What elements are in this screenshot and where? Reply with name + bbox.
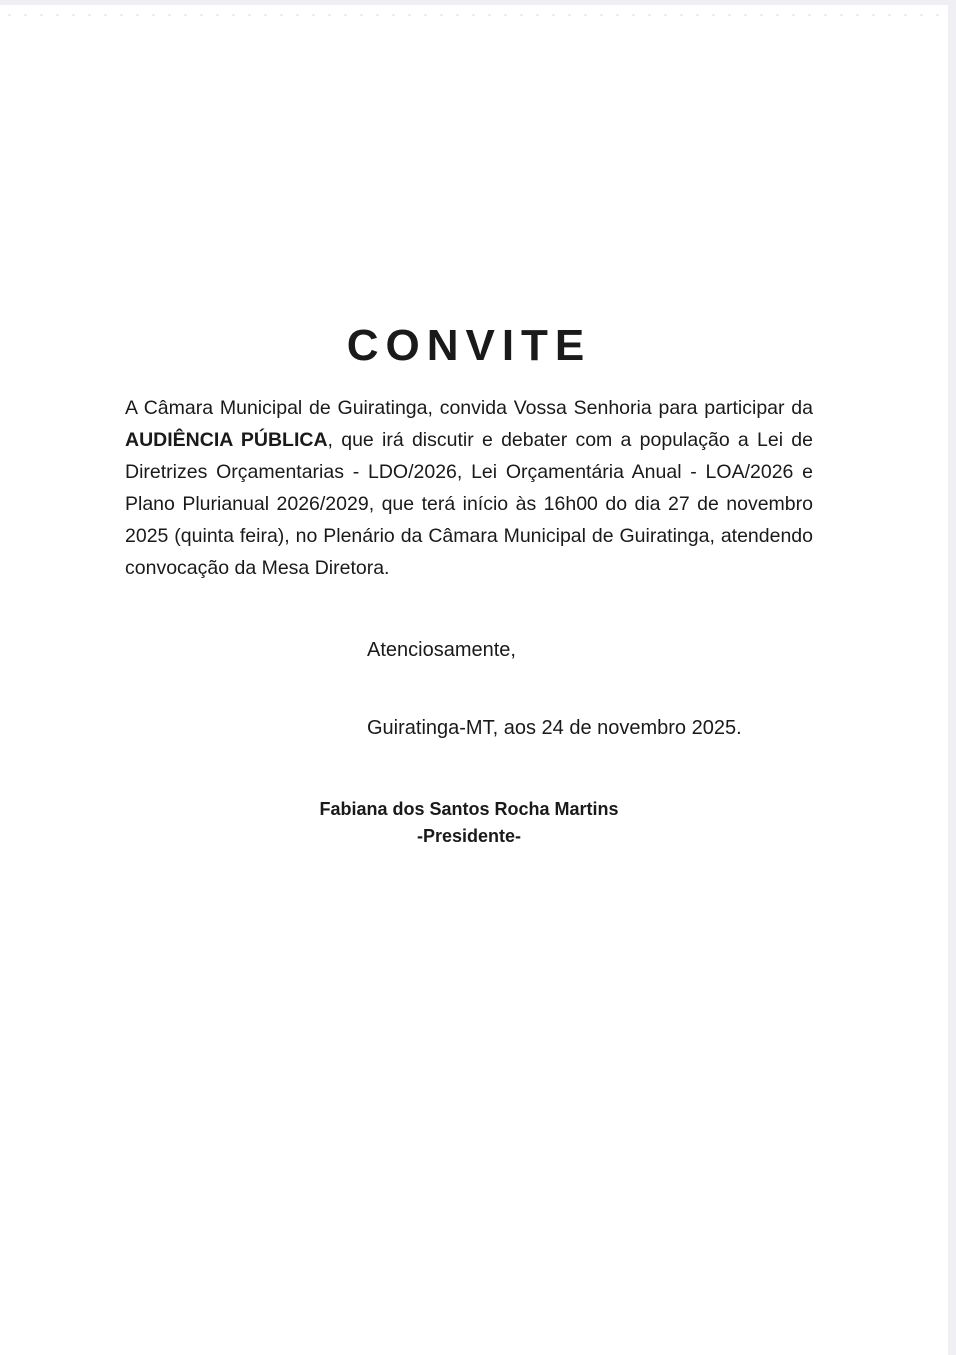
document-title: CONVITE: [346, 321, 592, 370]
body-paragraph: [125, 392, 813, 584]
paragraph-text-after-bold: , que irá discutir e debater com a população a Lei de Diretrizes Orçamentarias - LDO/2026, Lei Orçamentária Anual - LOA/2026 e Plano Plurianual 2026/2029, que terá início às 16h00 do dia 27 de novembro 2025 (quinta feira), no Plenário da Câmara Municipal de Guiratinga, atendendo convocação da Mesa Diretora.: [125, 429, 813, 579]
scan-edge-right: [948, 0, 956, 1355]
document-content: [125, 0, 813, 1355]
signature-block: [125, 796, 813, 850]
closing-salutation: Atenciosamente,: [367, 639, 516, 661]
paragraph-bold-phrase: AUDIÊNCIA PÚBLICA: [125, 429, 328, 451]
signature-role: -Presidente-: [416, 826, 522, 846]
paragraph-text-before-bold: A Câmara Municipal de Guiratinga, convida Vossa Senhoria para participar da: [125, 397, 813, 419]
signature-name: Fabiana dos Santos Rocha Martins: [319, 799, 619, 819]
dateline: Guiratinga-MT, aos 24 de novembro 2025.: [367, 717, 742, 739]
